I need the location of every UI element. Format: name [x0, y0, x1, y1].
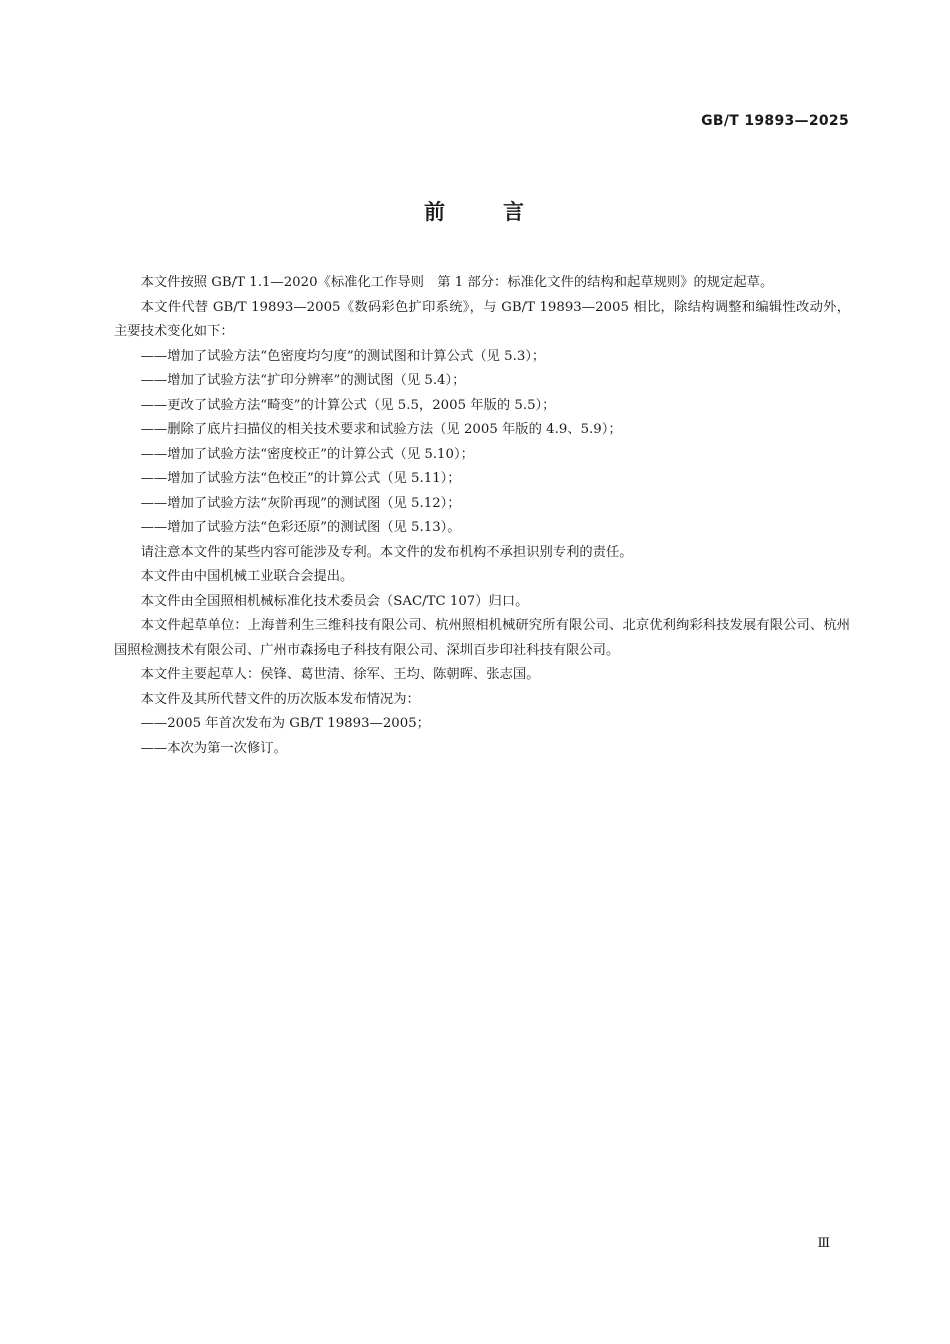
change-item: ——增加了试验方法“色校正”的计算公式（见 5.11）； — [140, 471, 461, 486]
paragraph-proposer: 本文件由中国机械工业联合会提出。 — [140, 569, 354, 584]
change-item: ——增加了试验方法“扩印分辨率”的测试图（见 5.4）； — [140, 373, 466, 388]
document-number: GB/T 19893—2025 — [701, 113, 849, 129]
title-char-1: 前 — [424, 200, 447, 224]
paragraph-drafters: 本文件主要起草人：侯锋、葛世清、徐军、王均、陈朝晖、张志国。 — [140, 667, 540, 682]
page-number: Ⅲ — [817, 1236, 830, 1251]
change-item: ——删除了底片扫描仪的相关技术要求和试验方法（见 2005 年版的 4.9、5.9）； — [140, 422, 622, 437]
foreword-body — [114, 271, 850, 761]
paragraph-drafting-units: 本文件起草单位：上海普利生三维科技有限公司、杭州照相机械研究所有限公司、北京优利绚彩科技发展有限公司、杭州国照检测技术有限公司、广州市森扬电子科技有限公司、深圳百步印社科技有限公司。 — [114, 618, 850, 658]
change-item: ——更改了试验方法“畸变”的计算公式（见 5.5，2005 年版的 5.5）； — [140, 397, 556, 413]
paragraph-committee: 本文件由全国照相机械标准化技术委员会（SAC/TC 107）归口。 — [140, 593, 529, 609]
paragraph-history-intro: 本文件及其所代替文件的历次版本发布情况为： — [140, 691, 420, 707]
change-item: ——增加了试验方法“灰阶再现”的测试图（见 5.12）； — [140, 495, 461, 511]
change-item: ——增加了试验方法“色彩还原”的测试图（见 5.13）。 — [140, 520, 461, 535]
history-item: ——2005 年首次发布为 GB/T 19893—2005； — [140, 716, 430, 731]
change-item: ——增加了试验方法“密度校正”的计算公式（见 5.10）； — [140, 446, 474, 462]
page-title — [0, 196, 950, 226]
paragraph-drafting-rules: 本文件按照 GB/T 1.1—2020《标准化工作导则 第 1 部分：标准化文件的结构和起草规则》的规定起草。 — [140, 275, 774, 290]
change-item: ——增加了试验方法“色密度均匀度”的测试图和计算公式（见 5.3）； — [140, 348, 546, 364]
history-item: ——本次为第一次修订。 — [140, 740, 287, 756]
paragraph-patent-notice: 请注意本文件的某些内容可能涉及专利。本文件的发布机构不承担识别专利的责任。 — [140, 544, 633, 560]
title-char-2: 言 — [503, 200, 526, 224]
paragraph-replaces: 本文件代替 GB/T 19893—2005《数码彩色扩印系统》，与 GB/T 19893—2005 相比，除结构调整和编辑性改动外，主要技术变化如下： — [114, 299, 850, 339]
